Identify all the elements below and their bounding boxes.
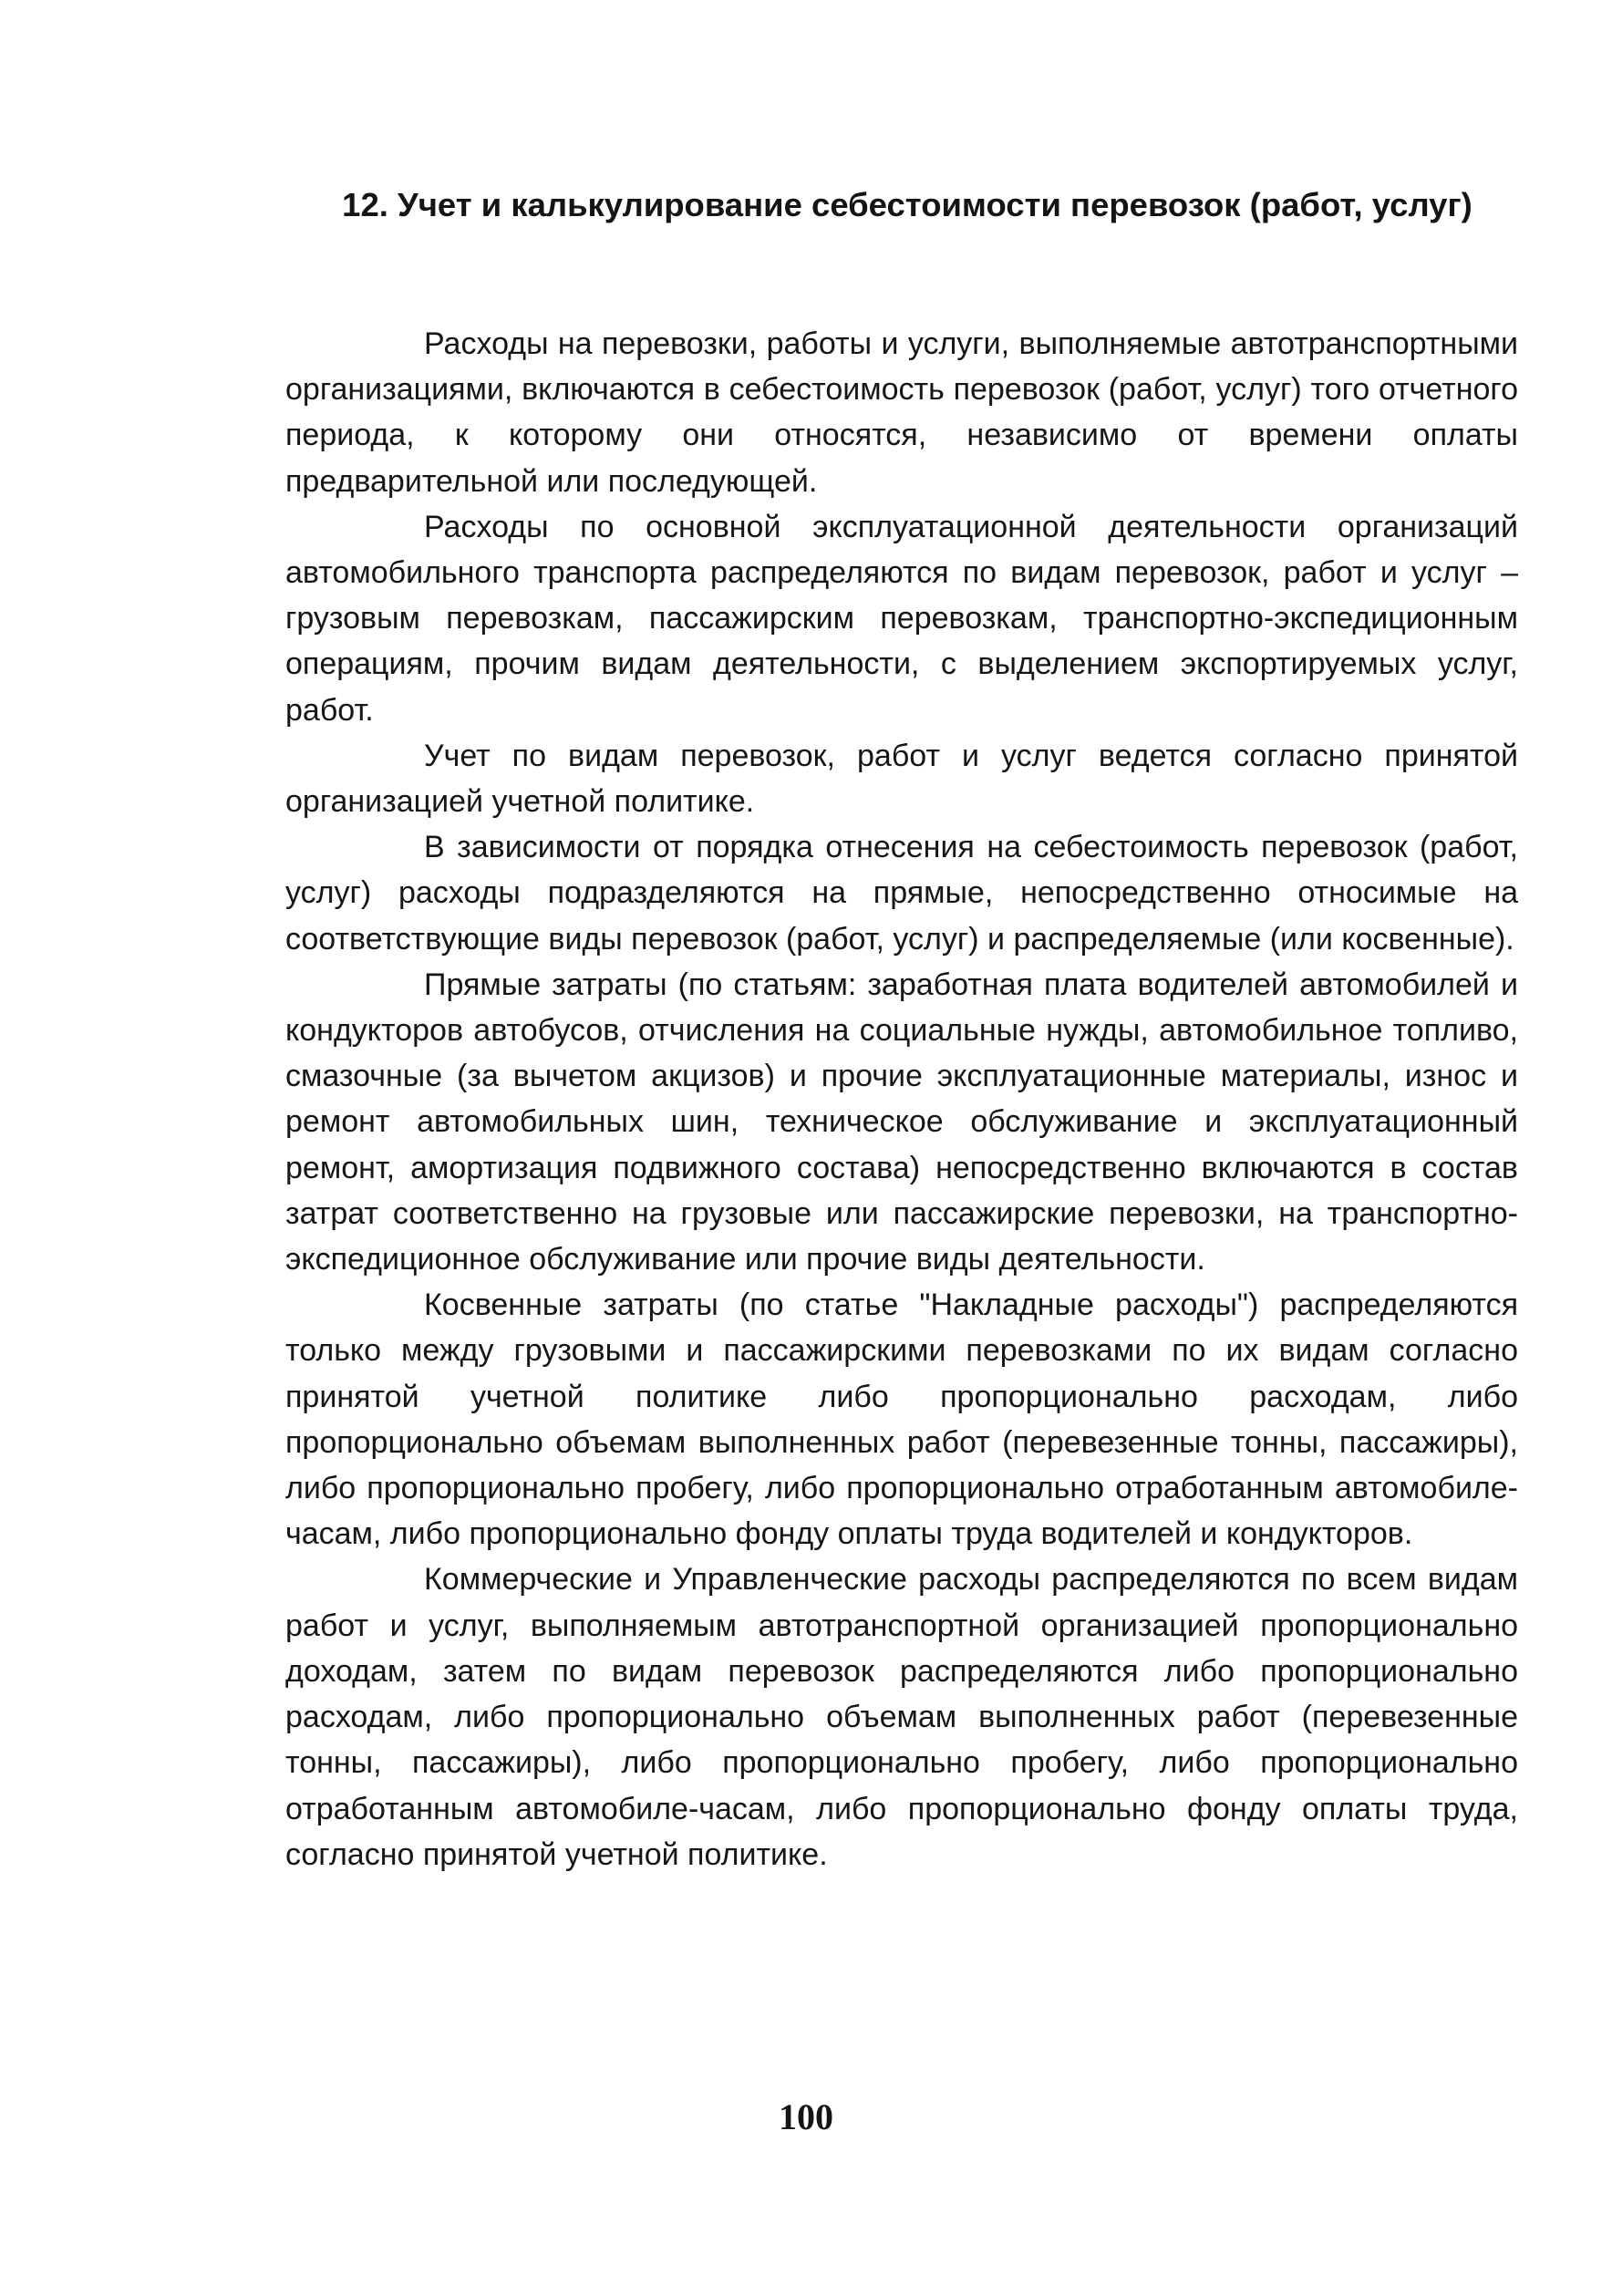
- paragraph-4: В зависимости от порядка отнесения на себестоимость перевозок (работ, услуг) расходы подразделяются на прямые, непосредственно относимые на соответствующие виды перевозок (работ, услуг) и распределяемые (или косвенные).: [285, 830, 1518, 957]
- paragraph-2: Расходы по основной эксплуатационной деятельности организаций автомобильного транспорта распределяются по видам перевозок, работ и услуг – грузовым перевозкам, пассажирским перевозкам, транспортно-экспедиционным операциям, прочим видам деятельности, с выделением экспортируемых услуг, работ.: [285, 509, 1518, 728]
- paragraph-6: Косвенные затраты (по статье "Накладные расходы") распределяются только между грузовыми и пассажирскими перевозками по их видам согласно принятой учетной политике либо пропорционально расходам, либо пропорционально объемам выполненных работ (перевезенные тонны, пассажиры), либо пропорционально пробегу, либо пропорционально отработанным автомобиле-часам, либо пропорционально фонду оплаты труда водителей и кондукторов.: [285, 1288, 1518, 1552]
- section-heading: 12. Учет и калькулирование себестоимости перевозок (работ, услуг): [342, 186, 1472, 223]
- paragraph-7: Коммерческие и Управленческие расходы распределяются по всем видам работ и услуг, выполняемым автотранспортной организацией пропорционально доходам, затем по видам перевозок распределяются либо пропорционально расходам, либо пропорционально объемам выполненных работ (перевезенные тонны, пассажиры), либо пропорционально пробегу, либо пропорционально отработанным автомобиле-часам, либо пропорционально фонду оплаты труда, согласно принятой учетной политике.: [285, 1562, 1518, 1872]
- page-number: 100: [779, 2096, 833, 2137]
- paragraph-3: Учет по видам перевозок, работ и услуг ведется согласно принятой организацией учетной политике.: [285, 738, 1518, 820]
- paragraph-5: Прямые затраты (по статьям: заработная плата водителей автомобилей и кондукторов автобусов, отчисления на социальные нужды, автомобильное топливо, смазочные (за вычетом акцизов) и прочие эксплуатационные материалы, износ и ремонт автомобильных шин, техническое обслуживание и эксплуатационный ремонт, амортизация подвижного состава) непосредственно включаются в состав затрат соответственно на грузовые или пассажирские перевозки, на транспортно-экспедиционное обслуживание или прочие виды деятельности.: [285, 967, 1518, 1277]
- paragraph-1: Расходы на перевозки, работы и услуги, выполняемые автотранспортными организациями, включаются в себестоимость перевозок (работ, услуг) того отчетного периода, к которому они относятся, независимо от времени оплаты предварительной или последующей.: [285, 326, 1518, 499]
- body-text: [285, 321, 1518, 1877]
